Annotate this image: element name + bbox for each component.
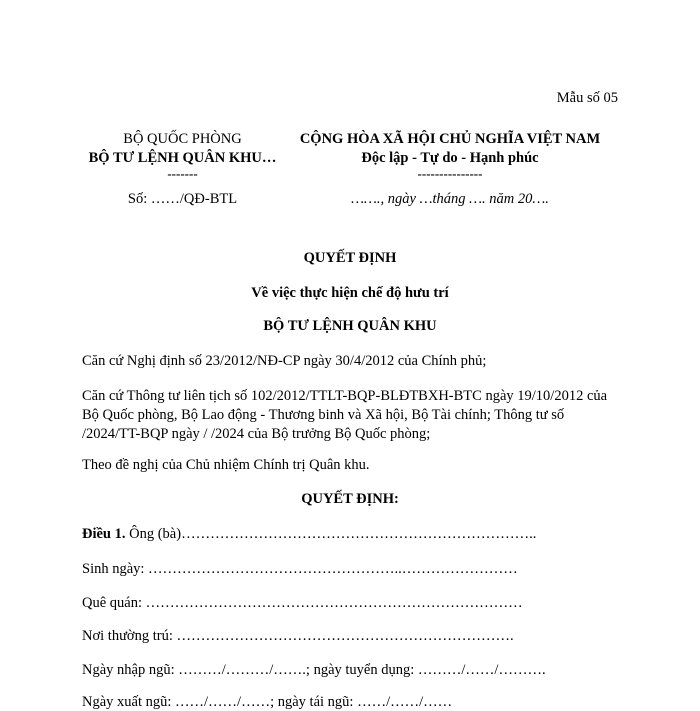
article-1-line	[82, 526, 642, 543]
form-number: Mẫu số 05	[556, 90, 618, 106]
enlistment-date-field: Ngày nhập ngũ: ………/………/…….; ngày tuyển dụng: ………/……/……….	[82, 662, 546, 678]
document-subtitle: Về việc thực hiện chế độ hưu trí	[251, 285, 449, 301]
decision-heading: QUYẾT ĐỊNH:	[301, 491, 399, 507]
discharge-date-field: Ngày xuất ngũ: ……/……/……; ngày tái ngũ: ……/……/……	[82, 694, 453, 710]
person-name-field: Ông (bà)………………………………………………………………..	[125, 526, 537, 542]
agency-underline: -------	[167, 166, 198, 181]
proposal-basis: Theo đề nghị của Chủ nhiệm Chính trị Quân khu.	[82, 457, 370, 473]
issuing-agency-block	[80, 130, 285, 180]
hometown-field: Quê quán: ……………………………………………………………………	[82, 595, 523, 611]
motto-underline: ---------------	[417, 166, 483, 181]
residence-field: Nơi thường trú: …………………………………………………………….	[82, 628, 514, 644]
document-date: ……., ngày …tháng …. năm 20….	[351, 191, 549, 207]
issuing-authority: BỘ TƯ LỆNH QUÂN KHU	[263, 318, 437, 334]
nation-name: CỘNG HÒA XÃ HỘI CHỦ NGHĨA VIỆT NAM	[299, 131, 601, 147]
national-header-block	[290, 130, 610, 180]
national-motto: Độc lập - Tự do - Hạnh phúc	[361, 150, 539, 166]
legal-basis-circular: Căn cứ Thông tư liên tịch số 102/2012/TTLT-BQP-BLĐTBXH-BTC ngày 19/10/2012 của Bộ Quốc phòng, Bộ Lao động - Thương binh và Xã hội, Bộ Tài chính; Thông tư số /2024/TT-BQP ngày / /2024 của Bộ trưởng Bộ Quốc phòng;	[82, 388, 608, 442]
command-name: BỘ TƯ LỆNH QUÂN KHU…	[88, 150, 277, 166]
article-1-label: Điều 1.	[82, 526, 126, 542]
document-title: QUYẾT ĐỊNH	[303, 250, 397, 266]
legal-basis-decree: Căn cứ Nghị định số 23/2012/NĐ-CP ngày 30/4/2012 của Chính phủ;	[82, 353, 487, 369]
date-of-birth-field: Sinh ngày: ……………………………………………..……………………	[82, 561, 518, 577]
document-number: Số: ……/QĐ-BTL	[127, 191, 238, 207]
ministry-name: BỘ QUỐC PHÒNG	[123, 131, 242, 147]
